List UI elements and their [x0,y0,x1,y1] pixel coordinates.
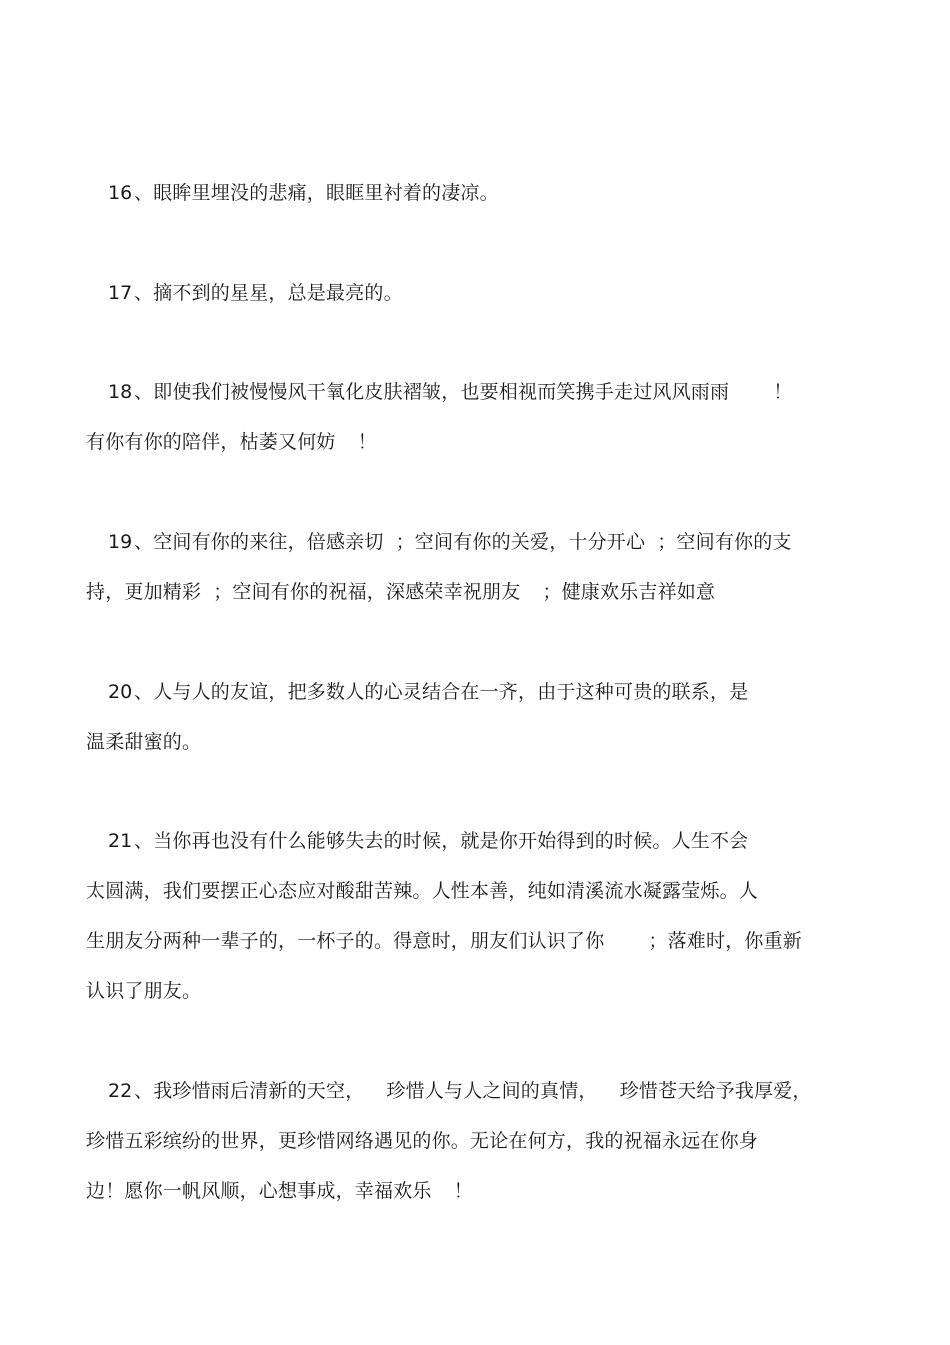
item-text: 温柔甜蜜的。 [86,731,202,753]
item-19-line-2 [86,577,715,607]
item-text: 边！愿你一帆风顺，心想事成，幸福欢乐 [86,1180,432,1202]
item-number: 17 [108,282,133,304]
item-text: 生朋友分两种一辈子的，一杯子的。得意时，朋友们认识了你 [86,930,605,952]
item-text: ；空间有你的祝福，深感荣幸祝朋友 [213,581,521,603]
item-20-line-2 [86,727,201,757]
item-text: ；落难时，你重新 [648,930,803,952]
item-22-line-2 [86,1126,758,1156]
item-21-line-4 [86,976,201,1006]
item-text: 、即使我们被慢慢风干氧化皮肤褶皱，也要相视而笑携手走过风风雨雨 [134,381,730,403]
item-17-line-1 [86,278,403,308]
item-text: ；健康欢乐吉祥如意 [542,581,716,603]
item-21-line-2 [86,876,758,906]
item-text: 、人与人的友谊，把多数人的心灵结合在一齐，由于这种可贵的联系，是 [134,681,749,703]
item-number: 16 [108,182,133,204]
item-22-line-3 [86,1176,473,1206]
item-number: 19 [108,531,133,553]
item-text: 、当你再也没有什么能够失去的时候，就是你开始得到的时候。人生不会 [134,830,749,852]
item-16-line-1 [86,178,499,208]
item-text: 、摘不到的星星，总是最亮的。 [134,282,403,304]
item-number: 18 [108,381,133,403]
item-text: ；空间有你的关爱，十分开心 [395,531,646,553]
item-text: 太圆满，我们要摆正心态应对酸甜苦辣。人性本善，纯如清溪流水凝露莹烁。人 [86,880,759,902]
item-text: 珍惜人与人之间的真情， [386,1080,598,1102]
item-18-line-1 [86,377,792,407]
item-21-line-3 [86,926,802,956]
item-text: 认识了朋友。 [86,980,202,1002]
item-20-line-1 [86,677,748,707]
item-text: 有你有你的陪伴，枯萎又何妨 [86,431,336,453]
item-text: 、我珍惜雨后清新的天空， [134,1080,365,1102]
item-number: 21 [108,830,133,852]
item-number: 20 [108,681,133,703]
item-text: ；空间有你的支 [657,531,792,553]
item-text: 、空间有你的来往，倍感亲切 [134,531,384,553]
item-text: 、眼眸里埋没的悲痛，眼眶里衬着的凄凉。 [134,182,499,204]
item-21-line-1 [86,826,748,856]
item-22-line-1 [86,1076,812,1106]
item-number: 22 [108,1080,133,1102]
item-text: ！ [773,381,793,403]
item-19-line-1 [86,527,792,557]
item-18-line-2 [86,427,377,457]
item-text: 珍惜五彩缤纷的世界，更珍惜网络遇见的你。无论在何方，我的祝福永远在你身 [86,1130,759,1152]
item-text: ！ [453,1180,473,1202]
item-text: 珍惜苍天给予我厚爱， [619,1080,812,1102]
item-text: ！ [357,431,377,453]
item-text: 持，更加精彩 [86,581,202,603]
